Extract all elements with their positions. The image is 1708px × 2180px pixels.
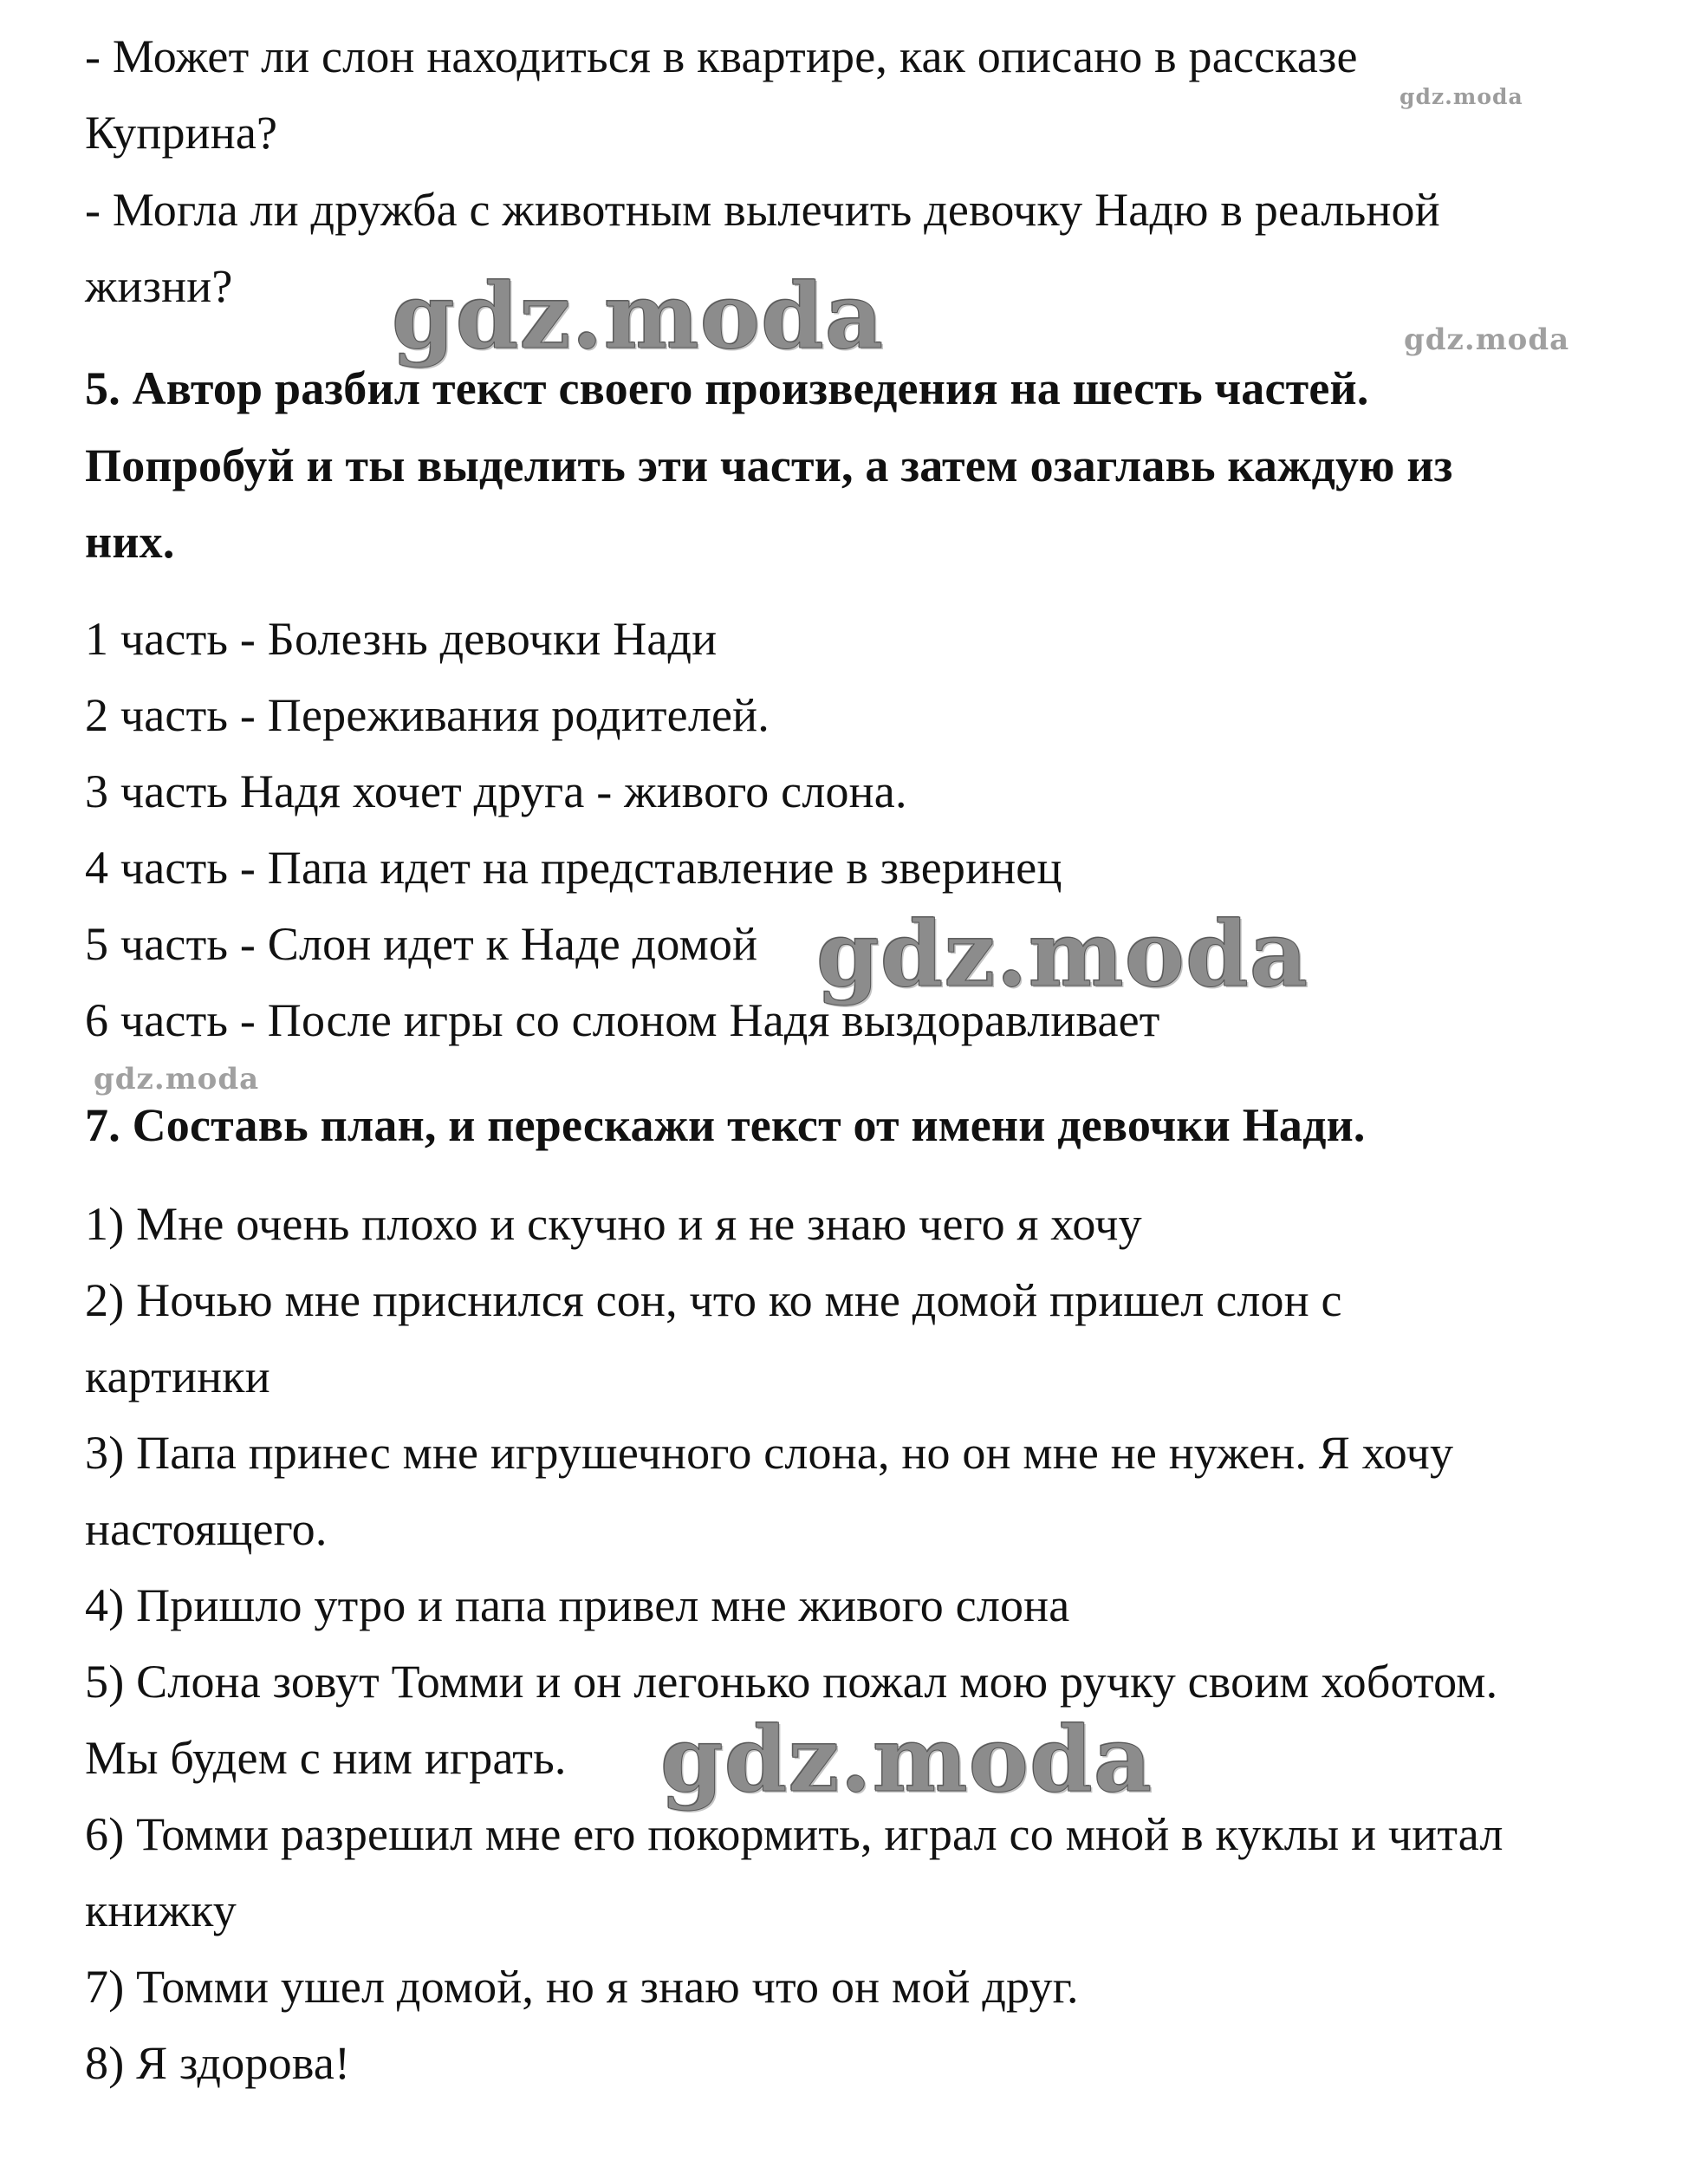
part-item: 4 часть - Папа идет на представление в зверинец xyxy=(85,842,1062,894)
plan-line: 4) Пришло утро и папа привел мне живого слона xyxy=(85,1579,1070,1631)
plan-line: 3) Папа принес мне игрушечного слона, но он мне не нужен. Я хочу xyxy=(85,1427,1454,1479)
watermark: gdz.moda xyxy=(392,263,885,369)
task7-heading: 7. Составь план, и перескажи текст от имени девочки Нади. xyxy=(85,1099,1366,1151)
watermark: gdz.moda xyxy=(1400,84,1523,109)
task5-heading: них. xyxy=(85,516,175,568)
part-item: 6 часть - После игры со слоном Надя выздоравливает xyxy=(85,994,1160,1046)
watermark: gdz.moda xyxy=(660,1706,1153,1812)
plan-line: Мы будем с ним играть. xyxy=(85,1732,567,1784)
plan-line: 1) Мне очень плохо и скучно и я не знаю чего я хочу xyxy=(85,1198,1142,1250)
question-line: - Может ли слон находиться в квартире, как описано в рассказе xyxy=(85,30,1358,82)
plan-line: 6) Томми разрешил мне его покормить, играл со мной в куклы и читал xyxy=(85,1808,1503,1860)
question-line: Куприна? xyxy=(85,107,278,159)
plan-line: 5) Слона зовут Томми и он легонько пожал мою ручку своим хоботом. xyxy=(85,1656,1498,1708)
part-item: 5 часть - Слон идет к Наде домой xyxy=(85,918,758,970)
plan-line: картинки xyxy=(85,1350,270,1402)
task5-heading: Попробуй и ты выделить эти части, а затем озаглавь каждую из xyxy=(85,439,1453,491)
plan-line: книжку xyxy=(85,1884,237,1936)
task5-heading: 5. Автор разбил текст своего произведения на шесть частей. xyxy=(85,362,1369,414)
part-item: 1 часть - Болезнь девочки Нади xyxy=(85,613,718,665)
plan-line: 8) Я здорова! xyxy=(85,2037,351,2089)
plan-line: 7) Томми ушел домой, но я знаю что он мой друг. xyxy=(85,1961,1079,2013)
question-line: - Могла ли дружба с животным вылечить девочку Надю в реальной xyxy=(85,184,1440,236)
part-item: 3 часть Надя хочет друга - живого слона. xyxy=(85,765,907,817)
watermark: gdz.moda xyxy=(94,1062,260,1097)
watermark: gdz.moda xyxy=(1404,322,1570,357)
part-item: 2 часть - Переживания родителей. xyxy=(85,689,770,741)
question-line: жизни? xyxy=(85,260,233,312)
plan-line: 2) Ночью мне приснился сон, что ко мне домой пришел слон с xyxy=(85,1274,1342,1326)
watermark: gdz.moda xyxy=(816,901,1309,1007)
plan-line: настоящего. xyxy=(85,1503,328,1555)
